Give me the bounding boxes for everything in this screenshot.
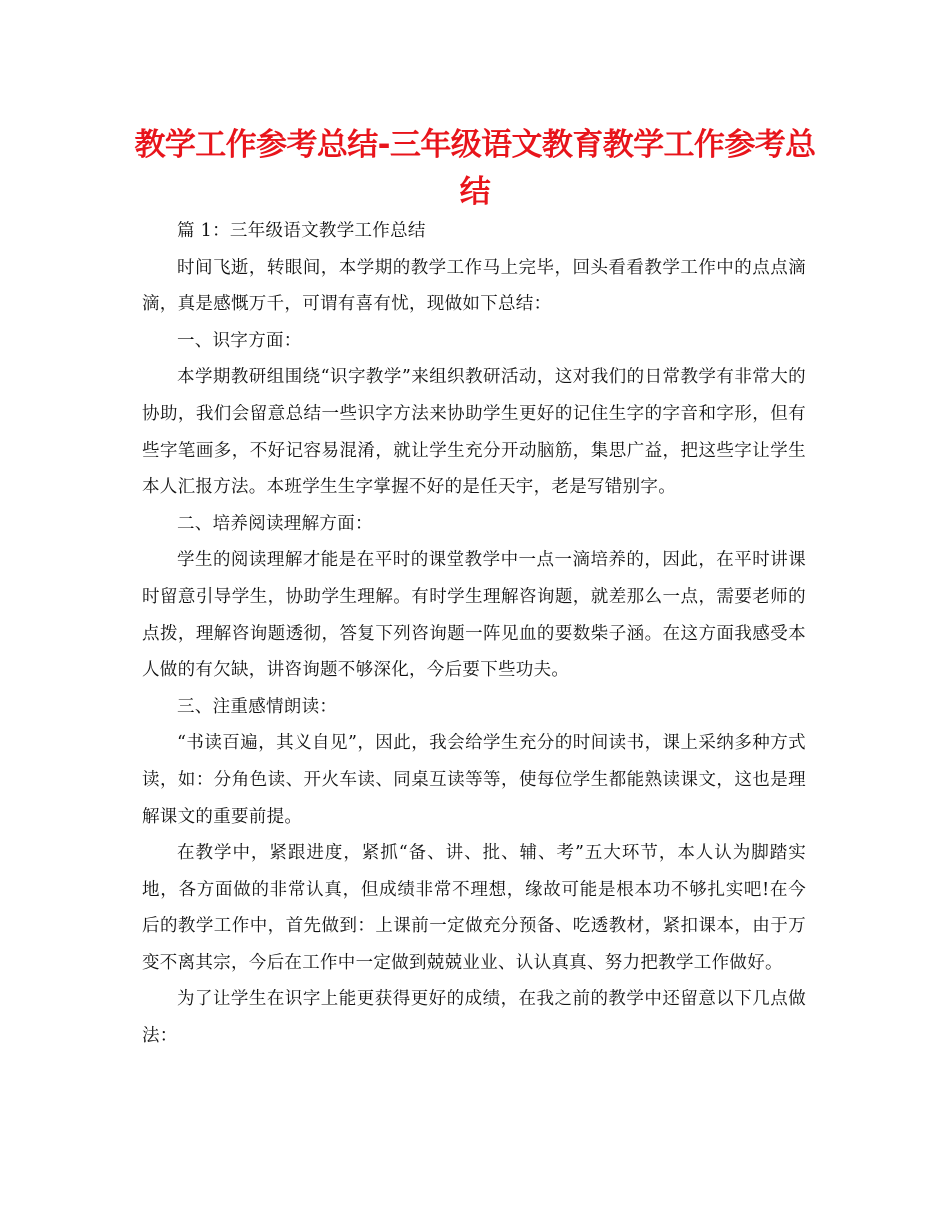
reading-paragraph: 学生的阅读理解才能是在平时的课堂教学中一点一滴培养的，因此，在平时讲课时留意引导学生，协助学生理解。有时学生理解咨询题，就差那么一点，需要老师的点拨，理解咨询题透彻，答复下列咨询题一阵见血的要数柴子涵。在这方面我感受本人做的有欠缺，讲咨询题不够深化，今后要下些功夫。 [142,550,806,681]
literacy-paragraph: 本学期教研组围绕“识字教学”来组织教研活动，这对我们的日常教学有非常大的协助，我们会留意总结一些识字方法来协助学生更好的记住生字的字音和字形，但有些字笔画多，不好记容易混淆，就让学生充分开动脑筋，集思广益，把这些字让学生本人汇报方法。本班学生生字掌握不好的是任天宇，老是写错别字。 [142,367,806,498]
section-heading-reading: 二、培养阅读理解方面： [177,513,373,534]
teaching-paragraph: 在教学中，紧跟进度，紧抓“备、讲、批、辅、考”五大环节，本人认为脚踏实地，各方面做的非常认真，但成绩非常不理想，缘故可能是根本功不够扎实吧!在今后的教学工作中，首先做到：上课前一定做充分预备、吃透教材，紧扣课本，由于万变不离其宗，今后在工作中一定做到兢兢业业、认认真真、努力把教学工作做好。 [142,843,806,973]
document-title: 教学工作参考总结-三年级语文教育教学工作参考总结 [134,127,816,210]
section-heading-literacy: 一、识字方面： [177,330,302,351]
recitation-paragraph: “书读百遍，其义自见”，因此，我会给学生充分的时间读书，课上采纳多种方式读，如：分角色读、开火车读、同桌互读等等，使每位学生都能熟读课文，这也是理解课文的重要前提。 [142,733,806,827]
closing-paragraph: 为了让学生在识字上能更获得更好的成绩，在我之前的教学中还留意以下几点做法： [142,989,806,1047]
intro-paragraph: 时间飞逝，转眼间，本学期的教学工作马上完毕，回头看看教学工作中的点点滴滴，真是感慨万千，可谓有喜有忧，现做如下总结： [142,257,806,315]
section-heading-recitation: 三、注重感情朗读： [177,696,338,717]
document-body [142,213,806,1055]
chapter-heading: 篇 1：三年级语文教学工作总结 [177,221,426,241]
